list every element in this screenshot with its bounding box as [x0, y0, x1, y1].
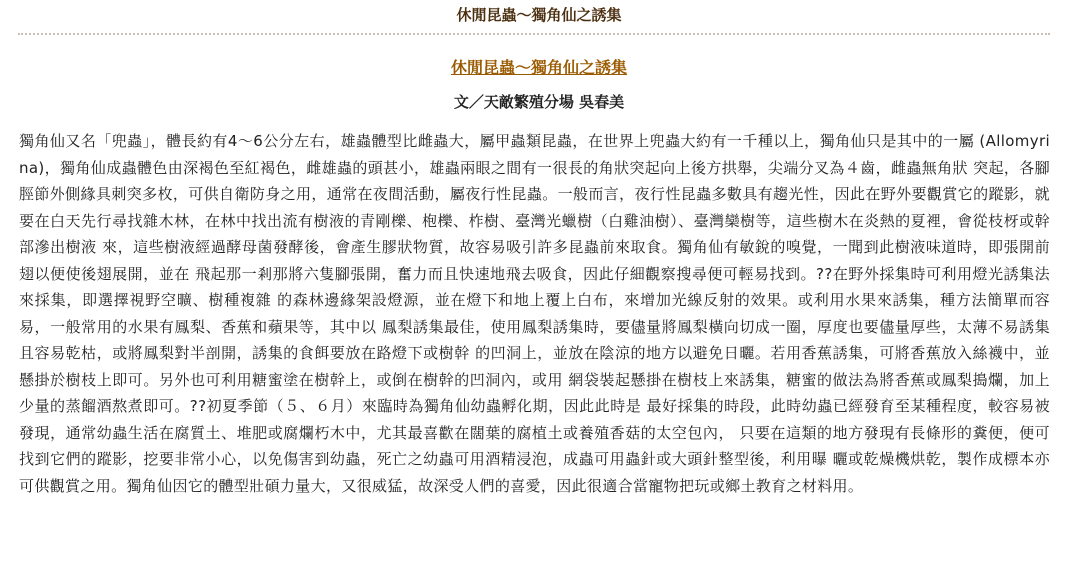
article-title-link[interactable]: 休閒昆蟲～獨角仙之誘集 — [450, 58, 627, 77]
article-title-wrap — [0, 55, 1078, 79]
dotted-divider — [18, 33, 1050, 35]
article-author: 文／天敵繁殖分場 吳春美 — [453, 93, 625, 111]
page-header-title: 休閒昆蟲～獨角仙之誘集 — [456, 5, 622, 24]
article-body: 獨角仙又名「兜蟲」，體長約有4～6公分左右，雄蟲體型比雌蟲大，屬甲蟲類昆蟲，在世界上兜蟲大約有一千種以上，獨角仙只是其中的一屬 (Allomyrina)，獨角仙成蟲體色由深褐色至紅褐色，雌雄蟲的頭甚小，雄蟲兩眼之間有一很長的角狀突起向上後方拱舉，尖端分叉為４齒，雌蟲無角狀 突起，各腳脛節外側緣具刺突多枚，可供自衛防身之用，通常在夜間活動，屬夜行性昆蟲。一般而言，夜行性昆蟲多數具有趨光性，因此在野外要觀賞它的蹤影，就 要在白天先行尋找雜木林，在林中找出流有樹液的青剛櫟、枹櫟、柞樹、臺灣光蠟樹（白雞油樹）、臺灣欒樹等，這些樹木在炎熱的夏裡，會從枝枒或幹部滲出樹液 來，這些樹液經過酵母菌發酵後，會產生膠狀物質，故容易吸引許多昆蟲前來取食。獨角仙有敏銳的嗅覺，一聞到此樹液味道時，即張開前翅以便使後翅展開，並在 飛起那一剎那將六隻腳張開，奮力而且快速地飛去吸食，因此仔細觀察搜尋便可輕易找到。??在野外採集時可利用燈光誘集法來採集，即選擇視野空曠、樹種複雜 的森林邊緣架設燈源，並在燈下和地上覆上白布，來增加光線反射的效果。或利用水果來誘集，種方法簡單而容易，一般常用的水果有鳳梨、香蕉和蘋果等，其中以 鳳梨誘集最佳，使用鳳梨誘集時，要儘量將鳳梨橫向切成一圈，厚度也要儘量厚些，太薄不易誘集且容易乾枯，或將鳳梨對半剖開，誘集的食餌要放在路燈下或樹幹 的凹洞上，並放在陰涼的地方以避免日曬。若用香蕉誘集，可將香蕉放入絲襪中，並懸掛於樹枝上即可。另外也可利用糖蜜塗在樹幹上，或倒在樹幹的凹洞內，或用 網袋裝起懸掛在樹枝上來誘集，糖蜜的做法為將香蕉或鳳梨搗爛，加上少量的蒸餾酒熬煮即可。??初夏季節（５、６月）來臨時為獨角仙幼蟲孵化期，因此此時是 最好採集的時段，此時幼蟲已經發育至某種程度，較容易被發現，通常幼蟲生活在腐質土、堆肥或腐爛朽木中，尤其最喜歡在闊葉的腐植土或養殖香菇的太空包內， 只要在這類的地方發現有長條形的糞便，便可找到它們的蹤影，挖要非常小心，以免傷害到幼蟲，死亡之幼蟲可用酒精浸泡，成蟲可用蟲針或大頭針整型後，利用曝 曬或乾燥機烘乾，製作成標本亦可供觀賞之用。獨角仙因它的體型壯碩力量大，又很威猛，故深受人們的喜愛，因此很適合當寵物把玩或鄉土教育之材料用。 — [19, 132, 1050, 495]
